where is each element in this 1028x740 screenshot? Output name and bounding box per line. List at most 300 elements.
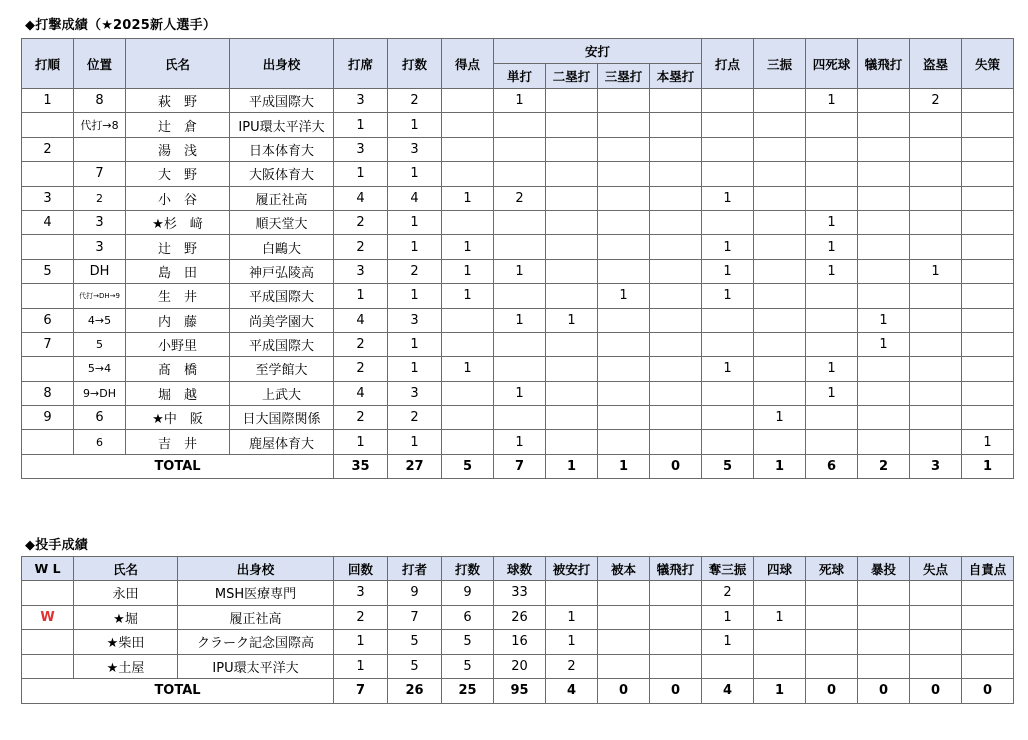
table-row xyxy=(22,381,1014,405)
cell-sac xyxy=(650,654,702,679)
cell-position: 5→4 xyxy=(74,357,126,381)
cell-ab: 3 xyxy=(388,381,442,405)
cell-ab: 1 xyxy=(388,162,442,186)
cell-ip: 3 xyxy=(334,581,388,606)
pitching-body xyxy=(22,581,1014,679)
cell-position: 代打→8 xyxy=(74,113,126,137)
cell-sac xyxy=(858,284,910,308)
cell-sac xyxy=(858,381,910,405)
cell-pa: 3 xyxy=(334,259,388,283)
cell-hr xyxy=(650,113,702,137)
cell-sac xyxy=(858,162,910,186)
cell-player-name: 湯 浅 xyxy=(126,137,230,161)
cell-so xyxy=(754,308,806,332)
cell-order xyxy=(22,162,74,186)
cell-sac xyxy=(650,630,702,655)
batting-table xyxy=(21,38,1014,479)
cell-triple xyxy=(598,357,650,381)
cell-er xyxy=(962,630,1014,655)
cell-er xyxy=(962,654,1014,679)
cell-wl: W xyxy=(22,605,74,630)
cell-bb xyxy=(806,137,858,161)
cell-so xyxy=(754,284,806,308)
cell-pa: 1 xyxy=(334,284,388,308)
cell-err xyxy=(962,235,1014,259)
cell-hr xyxy=(598,630,650,655)
total-err: 1 xyxy=(962,454,1014,478)
col-header-order: 打順 xyxy=(22,39,74,89)
cell-sac xyxy=(650,581,702,606)
cell-hr xyxy=(650,406,702,430)
cell-ab: 2 xyxy=(388,406,442,430)
table-row xyxy=(22,332,1014,356)
cell-single: 1 xyxy=(494,381,546,405)
cell-so xyxy=(754,381,806,405)
cell-hr xyxy=(598,581,650,606)
cell-bf: 5 xyxy=(388,630,442,655)
cell-ab: 4 xyxy=(388,186,442,210)
cell-bb: 1 xyxy=(806,89,858,113)
cell-sac xyxy=(858,137,910,161)
total-single: 7 xyxy=(494,454,546,478)
cell-hr xyxy=(650,89,702,113)
pitching-total-ab: 25 xyxy=(442,679,494,704)
cell-position: 9→DH xyxy=(74,381,126,405)
cell-school: 大阪体育大 xyxy=(230,162,334,186)
cell-player-name: ★中 阪 xyxy=(126,406,230,430)
cell-triple xyxy=(598,430,650,454)
cell-wp xyxy=(858,654,910,679)
table-row xyxy=(22,186,1014,210)
cell-triple xyxy=(598,113,650,137)
cell-single: 1 xyxy=(494,259,546,283)
cell-rbi xyxy=(702,137,754,161)
col-header-position: 位置 xyxy=(74,39,126,89)
pitching-total-hits: 4 xyxy=(546,679,598,704)
cell-hr xyxy=(650,137,702,161)
table-row xyxy=(22,259,1014,283)
cell-triple xyxy=(598,137,650,161)
total-ab: 27 xyxy=(388,454,442,478)
cell-pitcher-name: ★土屋 xyxy=(74,654,178,679)
cell-ab: 2 xyxy=(388,89,442,113)
cell-player-name: 堀 越 xyxy=(126,381,230,405)
cell-player-name: 萩 野 xyxy=(126,89,230,113)
cell-triple xyxy=(598,308,650,332)
cell-player-name: 小野里 xyxy=(126,332,230,356)
cell-err xyxy=(962,89,1014,113)
pitching-total-so: 4 xyxy=(702,679,754,704)
cell-player-name: 辻 倉 xyxy=(126,113,230,137)
cell-position: 5 xyxy=(74,332,126,356)
table-row xyxy=(22,235,1014,259)
pitching-total-bb: 1 xyxy=(754,679,806,704)
table-row xyxy=(22,654,1014,679)
cell-runs xyxy=(442,162,494,186)
cell-wl xyxy=(22,581,74,606)
cell-school: 平成国際大 xyxy=(230,284,334,308)
cell-sac xyxy=(858,186,910,210)
cell-order: 6 xyxy=(22,308,74,332)
cell-triple xyxy=(598,89,650,113)
cell-hr xyxy=(650,162,702,186)
table-row xyxy=(22,89,1014,113)
cell-rbi xyxy=(702,381,754,405)
cell-runs xyxy=(910,581,962,606)
cell-hits: 1 xyxy=(546,605,598,630)
cell-pa: 2 xyxy=(334,332,388,356)
cell-hr xyxy=(650,186,702,210)
cell-hbp xyxy=(806,605,858,630)
table-row xyxy=(22,162,1014,186)
cell-wp xyxy=(858,630,910,655)
cell-err xyxy=(962,308,1014,332)
col-header-wl: W L xyxy=(22,557,74,581)
cell-order xyxy=(22,284,74,308)
col-header-pitcher-name: 氏名 xyxy=(74,557,178,581)
cell-rbi xyxy=(702,89,754,113)
cell-ab: 9 xyxy=(442,581,494,606)
cell-player-name: 辻 野 xyxy=(126,235,230,259)
pitching-table xyxy=(21,556,1014,704)
cell-err xyxy=(962,381,1014,405)
cell-pitcher-school: 履正社高 xyxy=(178,605,334,630)
pitching-total-runs: 0 xyxy=(910,679,962,704)
cell-err xyxy=(962,259,1014,283)
cell-pa: 2 xyxy=(334,235,388,259)
cell-ab: 1 xyxy=(388,357,442,381)
cell-sb: 2 xyxy=(910,89,962,113)
col-header-hits-group: 安打 xyxy=(494,39,702,64)
col-header-rbi: 打点 xyxy=(702,39,754,89)
cell-pitcher-name: ★柴田 xyxy=(74,630,178,655)
cell-rbi xyxy=(702,430,754,454)
cell-single xyxy=(494,332,546,356)
cell-ab: 3 xyxy=(388,308,442,332)
cell-order xyxy=(22,235,74,259)
cell-single: 2 xyxy=(494,186,546,210)
total-rbi: 5 xyxy=(702,454,754,478)
cell-player-name: 生 井 xyxy=(126,284,230,308)
cell-single xyxy=(494,235,546,259)
cell-player-name: 島 田 xyxy=(126,259,230,283)
cell-err xyxy=(962,406,1014,430)
table-row xyxy=(22,581,1014,606)
cell-triple xyxy=(598,259,650,283)
total-hr: 0 xyxy=(650,454,702,478)
cell-err xyxy=(962,113,1014,137)
cell-ab: 1 xyxy=(388,284,442,308)
pitching-total-er: 0 xyxy=(962,679,1014,704)
cell-position: 6 xyxy=(74,430,126,454)
cell-bb xyxy=(806,113,858,137)
cell-bf: 9 xyxy=(388,581,442,606)
col-header-runs: 得点 xyxy=(442,39,494,89)
cell-pa: 4 xyxy=(334,186,388,210)
cell-triple xyxy=(598,210,650,234)
cell-sac xyxy=(858,259,910,283)
cell-single xyxy=(494,113,546,137)
cell-sb xyxy=(910,210,962,234)
cell-hr xyxy=(650,235,702,259)
cell-sb xyxy=(910,162,962,186)
pitching-total-bf: 26 xyxy=(388,679,442,704)
col-header-sac: 犠飛打 xyxy=(858,39,910,89)
col-header-wild-pitch: 暴投 xyxy=(858,557,910,581)
cell-pitcher-school: クラーク記念国際高 xyxy=(178,630,334,655)
pitching-title: ◆投手成績 xyxy=(25,538,88,553)
cell-hits xyxy=(546,581,598,606)
cell-order: 7 xyxy=(22,332,74,356)
col-header-bf: 打者 xyxy=(388,557,442,581)
cell-school: 日大国際関係 xyxy=(230,406,334,430)
cell-hr xyxy=(650,357,702,381)
cell-order xyxy=(22,113,74,137)
table-row xyxy=(22,406,1014,430)
batting-total-row xyxy=(22,454,1014,478)
cell-sb: 1 xyxy=(910,259,962,283)
col-header-bb: 四死球 xyxy=(806,39,858,89)
cell-rbi: 1 xyxy=(702,357,754,381)
cell-pitcher-school: MSH医療専門 xyxy=(178,581,334,606)
cell-sb xyxy=(910,113,962,137)
cell-ab: 1 xyxy=(388,332,442,356)
cell-bb: 1 xyxy=(806,210,858,234)
total-runs: 5 xyxy=(442,454,494,478)
cell-sb xyxy=(910,332,962,356)
cell-single xyxy=(494,406,546,430)
cell-err: 1 xyxy=(962,430,1014,454)
cell-runs xyxy=(442,332,494,356)
cell-ab: 1 xyxy=(388,235,442,259)
cell-position: 6 xyxy=(74,406,126,430)
cell-rbi: 1 xyxy=(702,186,754,210)
col-header-pitcher-school: 出身校 xyxy=(178,557,334,581)
cell-hits: 1 xyxy=(546,630,598,655)
cell-double: 1 xyxy=(546,308,598,332)
cell-position: 8 xyxy=(74,89,126,113)
cell-runs xyxy=(910,654,962,679)
total-triple: 1 xyxy=(598,454,650,478)
cell-sac xyxy=(858,89,910,113)
cell-so xyxy=(754,113,806,137)
cell-sac xyxy=(858,210,910,234)
cell-position: 7 xyxy=(74,162,126,186)
cell-runs xyxy=(442,89,494,113)
pitching-total-pitches: 95 xyxy=(494,679,546,704)
cell-rbi xyxy=(702,210,754,234)
cell-sac: 1 xyxy=(858,332,910,356)
cell-ab: 1 xyxy=(388,430,442,454)
cell-pa: 1 xyxy=(334,162,388,186)
cell-bf: 5 xyxy=(388,654,442,679)
cell-pa: 2 xyxy=(334,406,388,430)
cell-order: 3 xyxy=(22,186,74,210)
cell-triple xyxy=(598,186,650,210)
cell-pitches: 20 xyxy=(494,654,546,679)
cell-school: 神戸弘陵高 xyxy=(230,259,334,283)
table-row xyxy=(22,605,1014,630)
cell-pa: 3 xyxy=(334,137,388,161)
cell-sb xyxy=(910,406,962,430)
cell-so xyxy=(754,186,806,210)
cell-single xyxy=(494,137,546,161)
cell-player-name: 小 谷 xyxy=(126,186,230,210)
batting-body xyxy=(22,89,1014,455)
col-header-pitches: 球数 xyxy=(494,557,546,581)
col-header-school: 出身校 xyxy=(230,39,334,89)
cell-ab: 1 xyxy=(388,113,442,137)
cell-position: DH xyxy=(74,259,126,283)
cell-rbi: 1 xyxy=(702,235,754,259)
cell-hr xyxy=(650,332,702,356)
cell-err xyxy=(962,284,1014,308)
cell-rbi: 1 xyxy=(702,259,754,283)
cell-order: 4 xyxy=(22,210,74,234)
cell-pitches: 16 xyxy=(494,630,546,655)
pitching-total-row xyxy=(22,679,1014,704)
table-row xyxy=(22,113,1014,137)
cell-order xyxy=(22,357,74,381)
cell-ab: 1 xyxy=(388,210,442,234)
cell-rbi xyxy=(702,406,754,430)
cell-ab: 5 xyxy=(442,630,494,655)
cell-sb xyxy=(910,430,962,454)
col-header-ab: 打数 xyxy=(388,39,442,89)
cell-sb xyxy=(910,235,962,259)
cell-bb xyxy=(806,284,858,308)
cell-so xyxy=(754,259,806,283)
cell-so xyxy=(754,137,806,161)
cell-pitches: 26 xyxy=(494,605,546,630)
cell-so: 1 xyxy=(754,406,806,430)
total-sb: 3 xyxy=(910,454,962,478)
table-row xyxy=(22,630,1014,655)
col-header-earned-runs: 自責点 xyxy=(962,557,1014,581)
table-row xyxy=(22,284,1014,308)
cell-pa: 2 xyxy=(334,357,388,381)
cell-wl xyxy=(22,630,74,655)
cell-position: 4→5 xyxy=(74,308,126,332)
cell-order: 9 xyxy=(22,406,74,430)
cell-ip: 1 xyxy=(334,630,388,655)
cell-runs xyxy=(442,137,494,161)
cell-runs xyxy=(442,210,494,234)
cell-so xyxy=(754,210,806,234)
cell-pa: 1 xyxy=(334,113,388,137)
cell-triple xyxy=(598,381,650,405)
col-header-walks: 四球 xyxy=(754,557,806,581)
cell-school: 日本体育大 xyxy=(230,137,334,161)
cell-bb xyxy=(806,162,858,186)
cell-double xyxy=(546,186,598,210)
cell-ab: 2 xyxy=(388,259,442,283)
cell-bb xyxy=(806,332,858,356)
cell-rbi xyxy=(702,113,754,137)
cell-runs xyxy=(442,113,494,137)
cell-double xyxy=(546,113,598,137)
cell-position: 3 xyxy=(74,210,126,234)
cell-pa: 4 xyxy=(334,381,388,405)
cell-school: 順天堂大 xyxy=(230,210,334,234)
cell-double xyxy=(546,235,598,259)
pitching-total-wp: 0 xyxy=(858,679,910,704)
cell-player-name: 髙 橋 xyxy=(126,357,230,381)
cell-sb xyxy=(910,357,962,381)
cell-rbi xyxy=(702,308,754,332)
cell-err xyxy=(962,137,1014,161)
cell-runs xyxy=(442,381,494,405)
pitching-total-label: TOTAL xyxy=(22,679,334,704)
cell-so xyxy=(754,235,806,259)
col-header-ip: 回数 xyxy=(334,557,388,581)
cell-sb xyxy=(910,186,962,210)
cell-sb xyxy=(910,284,962,308)
cell-single: 1 xyxy=(494,89,546,113)
cell-ip: 1 xyxy=(334,654,388,679)
cell-double xyxy=(546,259,598,283)
cell-pa: 3 xyxy=(334,89,388,113)
cell-er xyxy=(962,605,1014,630)
cell-sb xyxy=(910,381,962,405)
cell-so: 1 xyxy=(702,605,754,630)
cell-so xyxy=(754,89,806,113)
cell-triple xyxy=(598,235,650,259)
cell-single xyxy=(494,162,546,186)
cell-double xyxy=(546,381,598,405)
cell-pitcher-name: 永田 xyxy=(74,581,178,606)
cell-err xyxy=(962,162,1014,186)
col-header-strikeouts: 奪三振 xyxy=(702,557,754,581)
cell-bb xyxy=(754,654,806,679)
table-row xyxy=(22,430,1014,454)
cell-ab: 5 xyxy=(442,654,494,679)
cell-order: 1 xyxy=(22,89,74,113)
cell-pa: 4 xyxy=(334,308,388,332)
cell-single xyxy=(494,210,546,234)
pitching-total-hbp: 0 xyxy=(806,679,858,704)
cell-err xyxy=(962,357,1014,381)
cell-double xyxy=(546,406,598,430)
cell-school: 上武大 xyxy=(230,381,334,405)
cell-double xyxy=(546,162,598,186)
total-bb: 6 xyxy=(806,454,858,478)
col-header-sb: 盗塁 xyxy=(910,39,962,89)
cell-order: 8 xyxy=(22,381,74,405)
cell-school: 至学館大 xyxy=(230,357,334,381)
cell-school: 白鷗大 xyxy=(230,235,334,259)
col-header-hr-allowed: 被本 xyxy=(598,557,650,581)
table-row xyxy=(22,210,1014,234)
col-header-hr: 本塁打 xyxy=(650,64,702,89)
cell-ab: 6 xyxy=(442,605,494,630)
cell-player-name: 吉 井 xyxy=(126,430,230,454)
cell-double xyxy=(546,137,598,161)
cell-hr xyxy=(650,308,702,332)
cell-hbp xyxy=(806,581,858,606)
cell-school: 履正社高 xyxy=(230,186,334,210)
cell-hr xyxy=(650,284,702,308)
cell-bb: 1 xyxy=(806,259,858,283)
batting-header-row xyxy=(22,39,1014,64)
cell-err xyxy=(962,210,1014,234)
cell-rbi xyxy=(702,332,754,356)
cell-double xyxy=(546,284,598,308)
cell-so: 2 xyxy=(702,581,754,606)
cell-school: 平成国際大 xyxy=(230,89,334,113)
cell-bb xyxy=(754,581,806,606)
col-header-pa: 打席 xyxy=(334,39,388,89)
